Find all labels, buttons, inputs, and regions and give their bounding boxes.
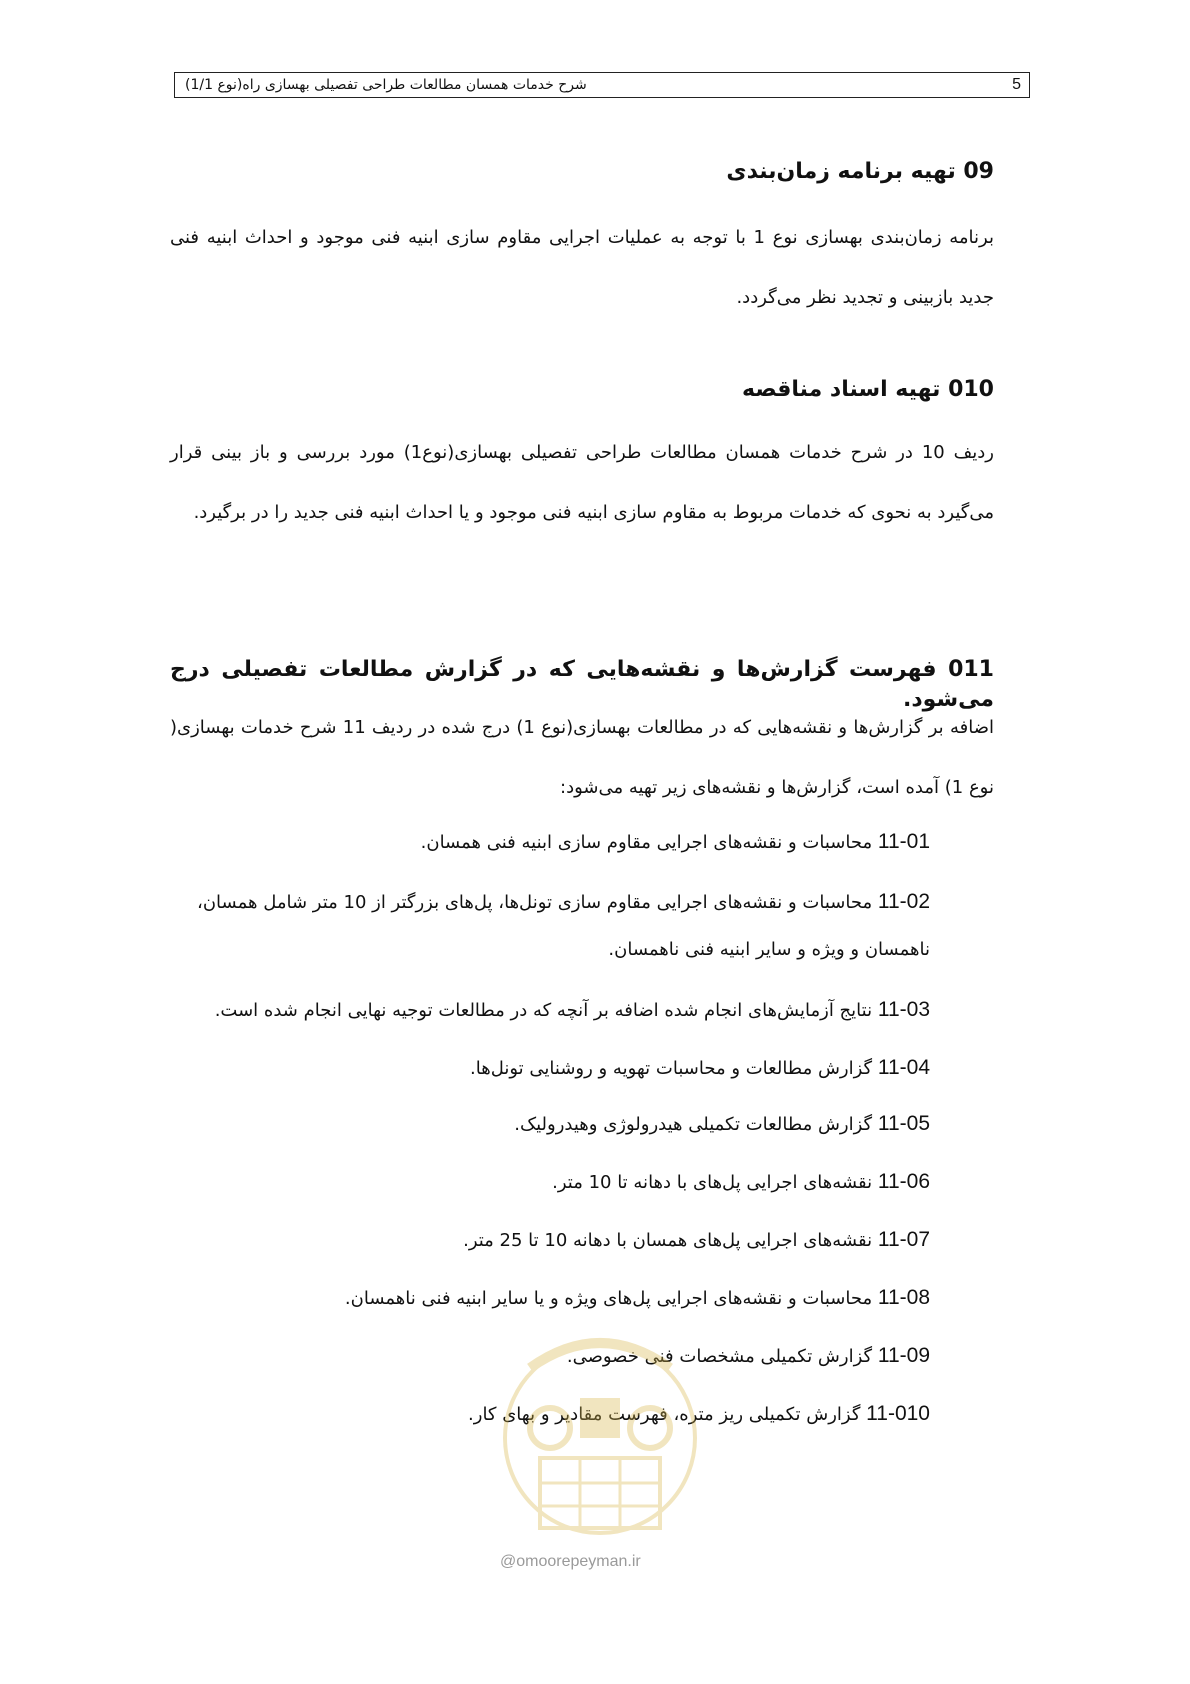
list-item [170,1152,930,1213]
item-number: 11-02 [877,890,930,913]
section-09 [170,157,994,187]
list-item [170,1268,930,1329]
item-number: 11-09 [877,1344,930,1367]
item-text: گزارش تکمیلی مشخصات فنی خصوصی. [566,1346,873,1367]
section-heading: 011 فهرست گزارش‌ها و نقشه‌هایی که در گزارش مطالعات تفصیلی درج می‌شود. [170,657,994,712]
item-text: نتایج آزمایش‌های انجام شده اضافه بر آنچه که در مطالعات توجیه نهایی انجام شده است. [214,1000,873,1021]
report-list [170,920,930,980]
report-list [170,1038,930,1099]
list-item [170,1210,930,1271]
item-number: 11-01 [877,830,930,853]
item-number: 11-07 [877,1228,930,1251]
list-item [170,1038,930,1099]
item-number: 11-010 [866,1402,930,1425]
list-item [170,1094,930,1155]
item-text: گزارش مطالعات تکمیلی هیدرولوژی وهیدرولیک. [514,1114,873,1135]
item-number: 11-05 [877,1112,930,1135]
document-title: شرح خدمات همسان مطالعات طراحی تفصیلی بهسازی راه(نوع 1/1) [185,77,587,93]
item-number: 11-03 [877,998,930,1021]
section-heading: 09 تهیه برنامه زمان‌بندی [726,159,994,184]
item-text: محاسبات و نقشه‌های اجرایی مقاوم سازی ابنیه فنی همسان. [420,832,873,853]
section-09-body [170,208,994,328]
item-text: گزارش تکمیلی ریز متره، فهرست مقادیر و بهای کار. [468,1404,861,1425]
page-number: 5 [1012,76,1021,93]
section-011-body [170,698,994,818]
section-010 [170,375,994,405]
item-text: نقشه‌های اجرایی پل‌های با دهانه تا 10 متر. [552,1172,873,1193]
report-list [170,1094,930,1155]
section-heading: 010 تهیه اسناد مناقصه [741,377,994,402]
list-item [140,980,930,1041]
section-text: اضافه بر گزارش‌ها و نقشه‌هایی که در مطالعات بهسازی(نوع 1) درج شده در ردیف 11 شرح خدمات بهسازی( نوع 1) آمده است، گزارش‌ها و نقشه‌های زیر تهیه می‌شود: [170,717,994,798]
section-text: برنامه زمان‌بندی بهسازی نوع 1 با توجه به عملیات اجرایی مقاوم سازی ابنیه فنی موجود و احداث ابنیه فنی جدید بازبینی و تجدید نظر می‌گردد. [170,227,994,308]
report-list [170,1210,930,1271]
report-list [170,1152,930,1213]
list-item-continuation: ناهمسان و ویژه و سایر ابنیه فنی ناهمسان. [608,939,930,960]
item-number: 11-08 [877,1286,930,1309]
item-text: نقشه‌های اجرایی پل‌های همسان با دهانه 10 تا 25 متر. [463,1230,873,1251]
watermark-site: @omoorepeyman.ir [500,1553,641,1570]
watermark-logo [490,1328,710,1558]
item-text: گزارش مطالعات و محاسبات تهویه و روشنایی تونل‌ها. [470,1058,873,1079]
section-text: ردیف 10 در شرح خدمات همسان مطالعات طراحی تفصیلی بهسازی(نوع1) مورد بررسی و باز بینی قرار می‌گیرد به نحوی که خدمات مربوط به مقاوم سازی ابنیه فنی موجود و یا احداث ابنیه فنی جدید را در برگیرد. [170,442,994,523]
report-list [170,812,930,873]
item-number: 11-04 [877,1056,930,1079]
list-item [170,812,930,873]
item-text: محاسبات و نقشه‌های اجرایی پل‌های ویژه و یا سایر ابنیه فنی ناهمسان. [344,1288,873,1309]
page-header [174,72,1030,98]
report-list [170,1268,930,1329]
item-text: محاسبات و نقشه‌های اجرایی مقاوم سازی تونل‌ها، پل‌های بزرگتر از 10 متر شامل همسان، [197,892,873,913]
report-list [140,980,930,1041]
item-number: 11-06 [877,1170,930,1193]
section-010-body [170,423,994,543]
